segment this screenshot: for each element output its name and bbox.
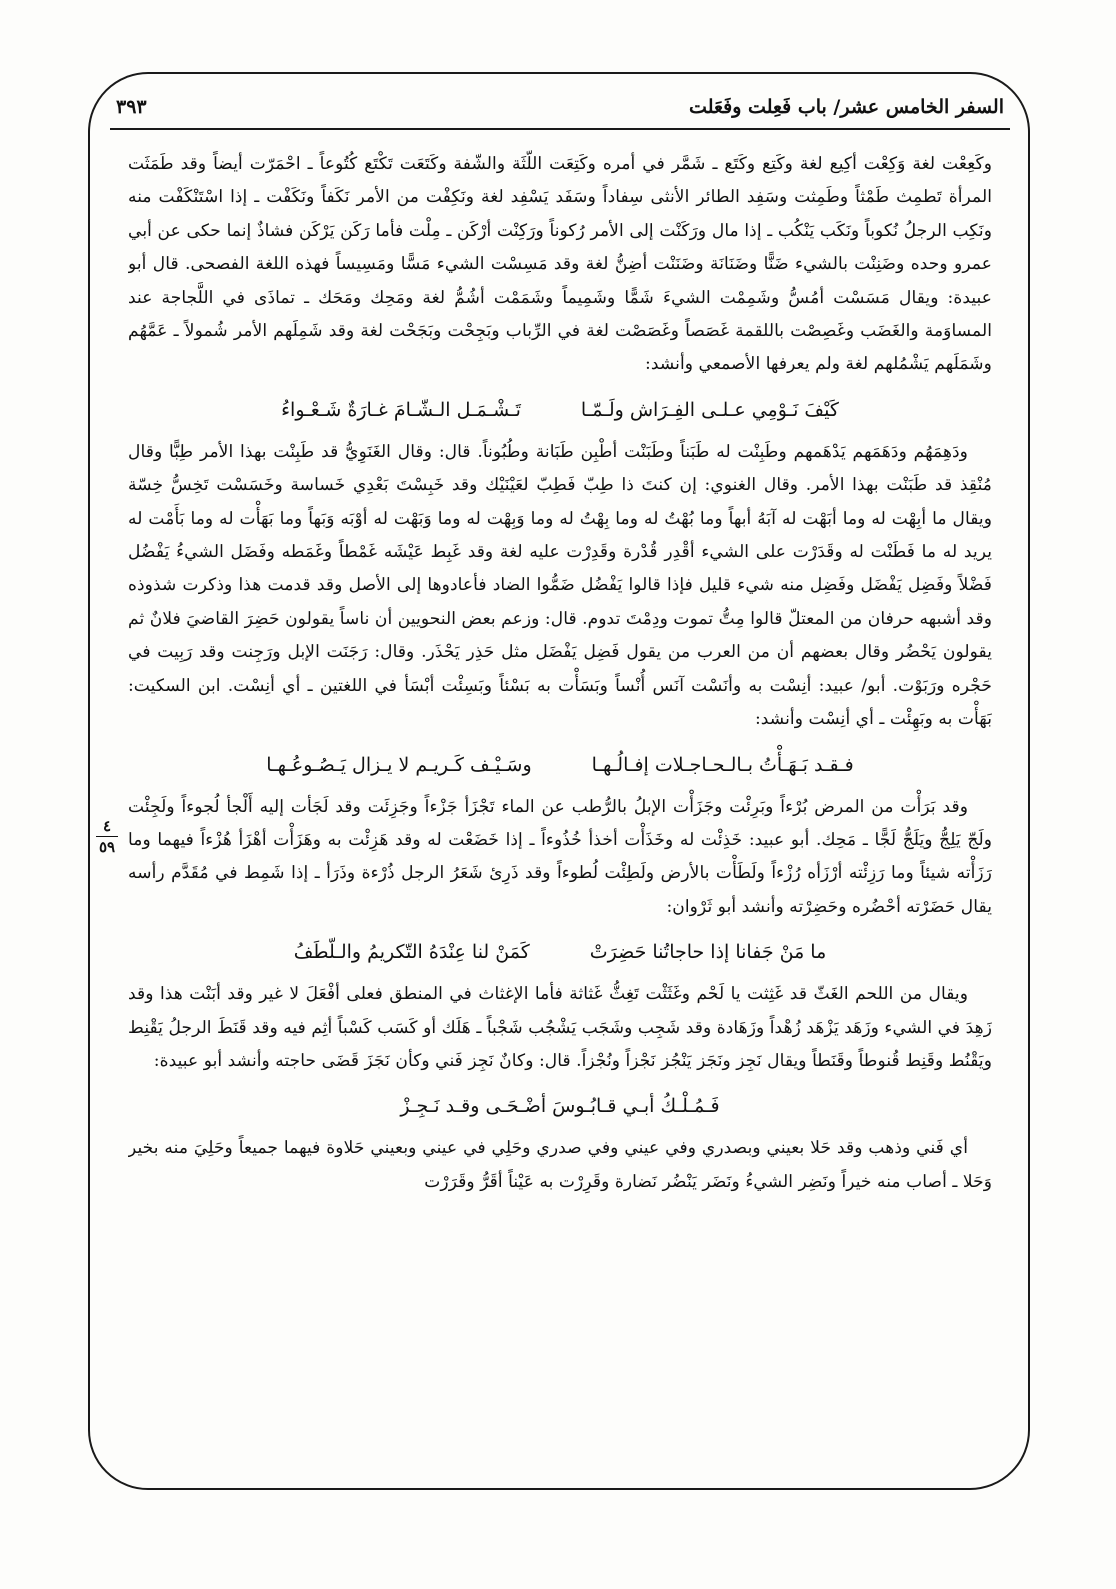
margin-folio-note: [92, 818, 122, 855]
running-title: السفر الخامس عشر/ باب فَعِلت وفَعَلت: [689, 96, 1004, 118]
page-number: ٣٩٣: [116, 96, 147, 118]
margin-note-divider: [96, 836, 118, 837]
verse-2: [128, 747, 992, 783]
margin-note-top: ٤: [102, 817, 112, 835]
verse-3-first-hemistich: ما مَنْ جَفانا إذا حاجاتُنا حَضِرَتْ: [589, 941, 827, 964]
verse-4: [128, 1088, 992, 1124]
verse-1-first-hemistich: كَيْفَ نَـوْمِي عـلـى الفِـرَاش ولَـمّـا: [580, 398, 839, 421]
verse-1: [128, 392, 992, 428]
verse-3: [128, 934, 992, 970]
paragraph-5: أي فَني وذهب وقد حَلا بعيني وبصدري وفي عيني وفي صدري وحَلِي في عيني وبعيني حَلاوة فيهما جميعاً وحَلِيَ منه بخير وَحَلا ـ أصاب منه خيراً ونَضِر الشيءُ ونَضَر يَنْضُر نَضارة وقَرِرْت به عَيْناً أقَرُّ وقَرَرْت: [128, 1138, 992, 1192]
paragraph-3: وقد بَرَأْت من المرض بُرْءاً وبَرِئْت وجَزَأْت الإبلُ بالرُّطب عن الماء تَجْزَأ جَزْءاً وجَزِئَت وقد لَجَأت إليه أَلْجأ لُجوءاً ولَجِئْت ولَجّ يَلِجُّ ويَلَجُّ لَجًّا ـ مَحِك. أبو عبيد: خَذِئْت له وخَذَأْت أخذأ خُذُوءاً ـ إذا خَضَعْت له وقد هَزِئْت به وهَزَأْت أهْزَأ هُزْءاً فيهما وما رَزَأْته شيئاً وما رَزِئْته أرْزَأه رُزْءاً ولَطَأْت بالأرض ولَطِئْت لُطوءاً وقد ذَرِئ شَعَرُ الرجل ذُرْءة وذَرَأ ـ إذا شَمِط في مُقَدَّم رأسه يقال حَضَرْته أحْضُره وحَضِرْته وأنشد أبو ثَرْوان:: [128, 796, 992, 917]
paragraph-2: ودَهِمَهُم ودَهَمَهم يَدْهَمهم وطَبِنْت له طَبَناً وطَبَنْت أطْبِن طَبَانة وطُبُوناً. قال: وقال الغَنَوِيُّ قد طَبِنْت بهذا الأمر طِبًّا وقال مُنْقِذ قد طَبَنْت بهذا الأمر. وقال الغنوي: إن كنتَ ذا طِبّ فَطِبّ لعَيْنَيْك وقد خَبِسْتَ بَعْدِي خَساسة وخَسَسْت تَخِسُّ خِسّة ويقال ما أبِهْت له وما أبَهْت له آبَهُ أبهاً وما بُهْتُ له وما بِهْتُ له وما وَبِهْت له وما وَبَهْت له أوْبَه وَبَهاً وما بَهَأْت له وما بَأَمْت له يريد له ما فَطَنْت له وقَدَرْت على الشيء أقْدِر قُدْرة وقَدِرْت عليه لغة وقد غَبِط عَيْشَه غَمْطاً وغَمَطه وفَضَل الشيءُ يَفْضُل فَضْلاً وفَضِل يَفْضَل وفَضِل منه شيء قليل فإذا قالوا يَفْضُل ضَمُّوا الضاد فأعادوها إلى الأصل وقد قدمت هذا وذكرت شذوذه وقد أشبهه حرفان من المعتلّ قالوا مِتُّ تموت ودِمْتَ تدوم. قال: وزعم بعض النحويين أن ناساً يقولون حَضِرَ القاضيَ فلانٌ ثم يقولون يَحْضُر وقال بعضهم أن من العرب من يقول فَضِل يَفْضَل مثل حَذِر يَحْذَر. وقال: رَجَنَت الإبل ورَجِنت وقد رَبِيت في حَجْره ورَبَوْت. أبو/ عبيد: أنِسْت به وأنَسْت آنَس أُنْساً وبَسَأْت به بَسْئاً وبَسِئْت أبْسَأ في اللغتين ـ أي أنِسْت. ابن السكيت: بَهَأْت به وبَهِئْت ـ أي أنِسْت وأنشد:: [128, 441, 992, 730]
paragraph-1: وكَعِعْت لغة وَكِعْت أكِيع لغة وكَتِع وكَتَع ـ شَمَّر في أمره وكَتِعَت اللّثَة والشّفة وكَتَعَت تَكْتَع كُتُوعاً ـ احْمَرّت أيضاً وقد طَمَثَت المرأة تَطمِث طَمْثاً وطَمِثت وسَفِد الطائر الأنثى سِفاداً وسَفَد يَسْفِد لغة ونَكِفْت من الأمر نَكَفاً ونَكَفْت ـ إذا اسْتَنْكَفْت منه ونَكِب الرجلُ نُكوباً ونَكَب يَنْكُب ـ إذا مال ورَكَنْت إلى الأمر رُكوناً ورَكِنْت أرْكَن ـ مِلْت فأما رَكَن يَرْكَن فشاذٌ إنما حكى عن أبي عمرو وحده وضَنِنْت بالشيء ضَنًّا وضَنَانَة وضَنَنْت أضِنُّ لغة وقد مَسِسْت الشيء مَسًّا ومَسِيساً فهذه اللغة الفصحى. قال أبو عبيدة: ويقال مَسَسْت أمُسُّ وشَمِمْت الشيءَ شَمًّا وشَمِيماً وشَمَمْت أشُمُّ لغة ومَحِك ومَحَك ـ تماذَى في اللَّجاجة عند المساوَمة والغَضَب وغَصِصْت باللقمة غَصَصاً وغَصَصْت لغة في الرِّباب وبَجِحْت وبَجَحْت لغة وقد شَمِلَهم الأمر شُمولاً ـ عَمَّهُم وشَمَلَهم يَشْمُلهم لغة ولم يعرفها الأصمعي وأنشد:: [128, 154, 992, 375]
verse-2-second-hemistich: وسَـيْـف كَـريـم لا يـزال يَـصُـوعُـهـا: [266, 753, 532, 776]
verse-2-first-hemistich: فـقـد بَـهَـأْتُ بـالـحـاجـلات إفـالُـهـا: [591, 753, 854, 776]
verse-3-second-hemistich: كَمَنْ لنا عِنْدَهُ التّكريمُ والـلّطَفُ: [293, 941, 530, 964]
verse-4-hemistich: فَـمُـلْـكُ أبـي قـابُـوسَ أضْـحَـى وقـد نَـجِـزْ: [400, 1095, 720, 1118]
margin-note-bottom: ٥٩: [98, 838, 116, 856]
page-header: [110, 90, 1010, 130]
verse-1-second-hemistich: تَـشْـمَـل الـشّـامَ غـارَةٌ شَـعْـواءُ: [281, 398, 521, 421]
paragraph-4: ويقال من اللحم الغَثّ قد غَثِثت يا لَحْم وغَثَثْت تَغِثُّ غَثاثة فأما الإغثاث في المنطق فعلى أفْعَلَ لا غير وقد أبَنْت هذا وقد زَهِدَ في الشيء وزَهَد يَزْهَد زُهْداً وزَهَادة وقد شَجِب وشَجَب يَشْجُب شَجْباً ـ هَلَك أو كَسَب كَسْباً أثِم فيه وقد قَنَطَ الرجلُ يَقْنِط ويَقْنُط وقَنِط قُنوطاً وقَنَطاً ويقال نَجِز ونَجَز يَنْجُز نَجْزاً ونُجْزاً. قال: وكانٌ نَجِز فَني وكأن نَجَزَ قَضَى حاجته وأنشد أبو عبيدة:: [128, 984, 992, 1071]
page-body: [128, 148, 992, 1458]
